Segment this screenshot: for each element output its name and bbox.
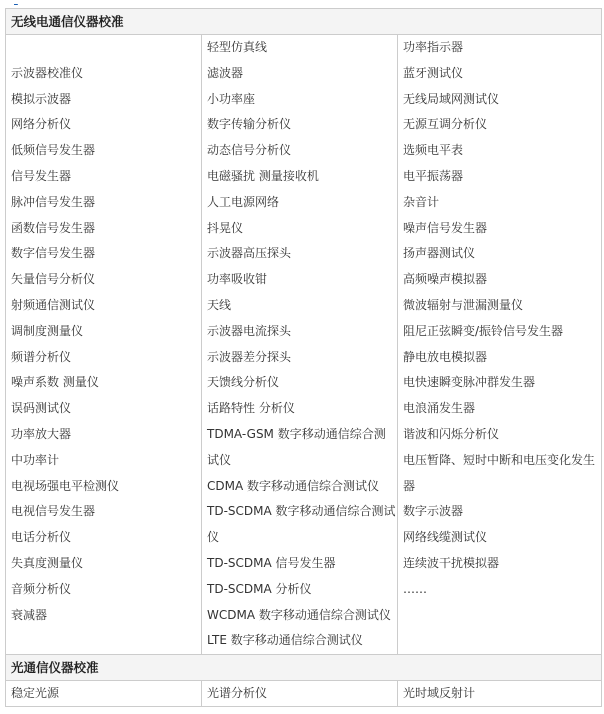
list-item: 无源互调分析仪 [403, 117, 488, 132]
list-item: 矢量信号分析仪 [11, 272, 96, 287]
list-item: 杂音计 [403, 194, 440, 209]
list-item: 阻尼正弦瞬变/振铃信号发生器 [403, 323, 564, 338]
list-item: 功率指示器 [403, 40, 464, 54]
list-item: 天线 [207, 297, 232, 312]
optical-instruments-row [6, 681, 602, 707]
wireless-column-3 [398, 35, 602, 655]
list-item: 连续波干扰模拟器 [403, 555, 500, 570]
wireless-section-title: 无线电通信仪器校准 [6, 9, 602, 35]
list-item: CDMA 数字移动通信综合测试仪 [207, 478, 379, 493]
list-item: TD-SCDMA 数字移动通信综合测试仪 [207, 504, 396, 545]
list-item: 电磁骚扰 测量接收机 [207, 168, 319, 183]
wireless-column-2 [202, 35, 398, 655]
list-item: 电话分析仪 [11, 530, 72, 545]
list-item: 函数信号发生器 [11, 220, 96, 235]
list-item: 脉冲信号发生器 [11, 194, 96, 209]
list-item: 滤波器 [207, 65, 244, 80]
list-item: 电压暂降、短时中断和电压变化发生器 [403, 452, 596, 493]
list-item: 小功率座 [207, 91, 256, 106]
list-item: 扬声器测试仪 [403, 246, 476, 261]
list-item: 音频分析仪 [11, 581, 72, 596]
list-item: 谐波和闪烁分析仪 [403, 426, 500, 441]
list-item: 人工电源网络 [207, 194, 280, 209]
list-item: 选频电平表 [403, 143, 464, 158]
list-item: 模拟示波器 [11, 91, 72, 106]
list-item: 数字传输分析仪 [207, 117, 292, 132]
list-item: 网络分析仪 [11, 117, 72, 132]
list-item: 微波辐射与泄漏测量仪 [403, 297, 524, 312]
optical-item: 光时域反射计 [398, 681, 602, 707]
list-item: 射频通信测试仪 [11, 297, 96, 312]
list-item: 示波器高压探头 [207, 246, 292, 261]
list-item: 噪声信号发生器 [403, 220, 488, 235]
list-item: 话路特性 分析仪 [207, 401, 295, 416]
list-item: 数字信号发生器 [11, 246, 96, 261]
list-item: TD-SCDMA 分析仪 [207, 581, 312, 596]
list-item [11, 35, 201, 61]
list-item: 无线局域网测试仪 [403, 91, 500, 106]
list-item: 功率吸收钳 [207, 272, 268, 287]
list-item: 数字示波器 [403, 504, 464, 519]
list-item: 衰减器 [11, 607, 48, 622]
list-item: 示波器校准仪 [11, 65, 84, 80]
list-item: 动态信号分析仪 [207, 143, 292, 158]
list-item: 噪声系数 测量仪 [11, 375, 99, 390]
optical-section-title: 光通信仪器校准 [6, 655, 602, 681]
optical-item: 光谱分析仪 [202, 681, 398, 707]
list-item: 示波器电流探头 [207, 323, 292, 338]
calibration-table [5, 8, 602, 707]
list-item: 电视信号发生器 [11, 504, 96, 519]
list-item: TD-SCDMA 信号发生器 [207, 555, 336, 570]
list-item: 电平振荡器 [403, 168, 464, 183]
list-item: TDMA-GSM 数字移动通信综合测试仪 [207, 426, 386, 467]
list-item: 电浪涌发生器 [403, 401, 476, 416]
list-item: 抖晃仪 [207, 220, 244, 235]
list-item: 电快速瞬变脉冲群发生器 [403, 375, 536, 390]
list-item: 频谱分析仪 [11, 349, 72, 364]
list-item: 失真度测量仪 [11, 555, 84, 570]
list-item: 信号发生器 [11, 168, 72, 183]
list-item: 网络线缆测试仪 [403, 530, 488, 545]
list-item: 天馈线分析仪 [207, 375, 280, 390]
list-item: 静电放电模拟器 [403, 349, 488, 364]
list-item: 示波器差分探头 [207, 349, 292, 364]
list-item: 中功率计 [11, 452, 60, 467]
list-item: LTE 数字移动通信综合测试仪 [207, 633, 363, 648]
list-item: 高频噪声模拟器 [403, 272, 488, 287]
list-item: 轻型仿真线 [207, 40, 268, 54]
clipped-header-link [0, 0, 604, 6]
wireless-instruments-row [6, 35, 602, 655]
list-item: WCDMA 数字移动通信综合测试仪 [207, 607, 391, 622]
list-item: 电视场强电平检测仪 [11, 478, 120, 493]
list-item: …… [403, 581, 427, 596]
list-item: 功率放大器 [11, 426, 72, 441]
list-item: 蓝牙测试仪 [403, 65, 464, 80]
wireless-column-1 [6, 35, 202, 655]
optical-item: 稳定光源 [6, 681, 202, 707]
list-item: 调制度测量仪 [11, 323, 84, 338]
list-item: 低频信号发生器 [11, 143, 96, 158]
list-item: 误码测试仪 [11, 401, 72, 416]
